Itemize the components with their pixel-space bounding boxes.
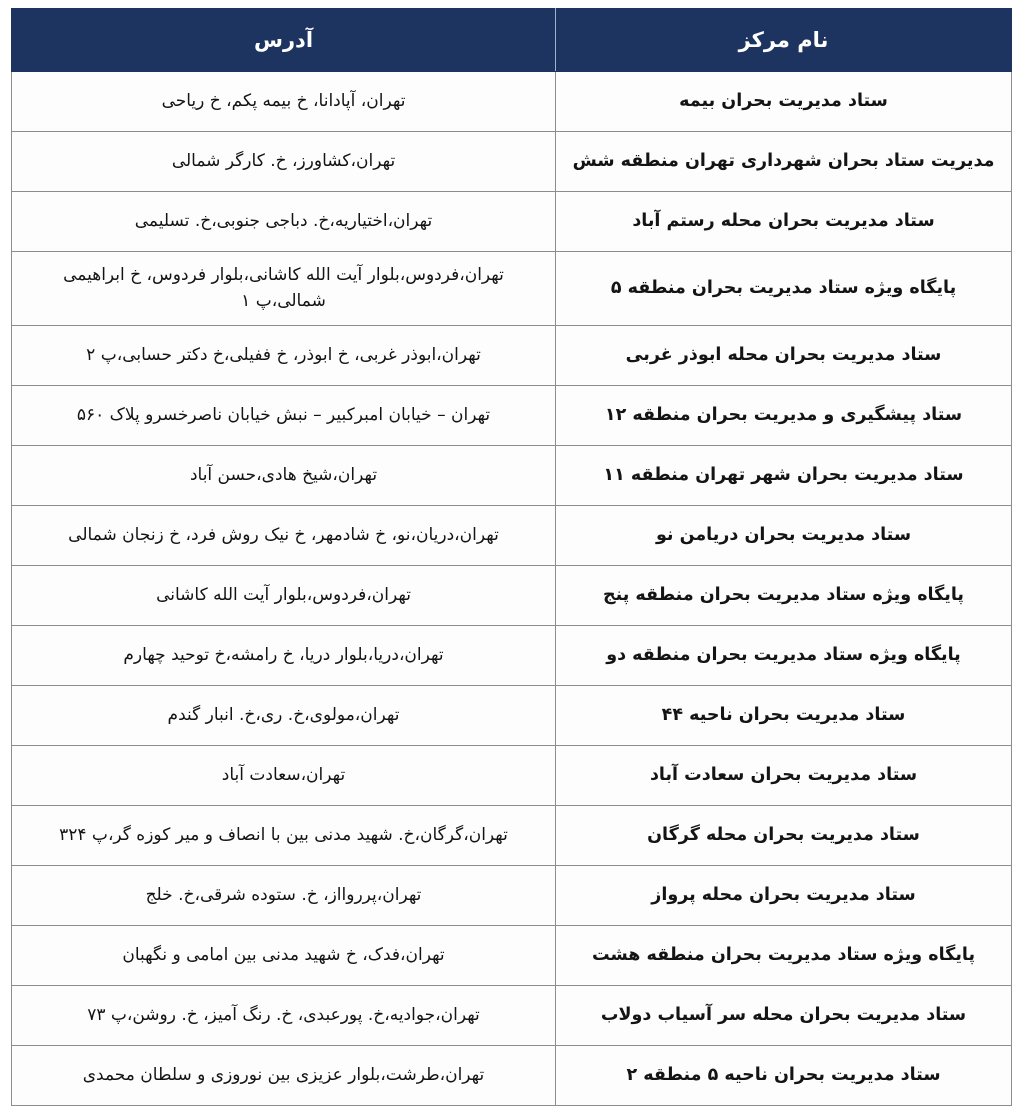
table-row[interactable]	[12, 505, 1012, 565]
cell-address: تهران،ابوذر غربی، خ ابوذر، خ ففیلی،خ دکتر حسابی،پ ۲	[12, 325, 556, 385]
cell-address: تهران،پرروااز، خ. ستوده شرقی،خ. خلج	[12, 865, 556, 925]
cell-center-name: ستاد مدیریت بحران محله سر آسیاب دولاب	[556, 985, 1012, 1045]
cell-center-name: پایگاه ویژه ستاد مدیریت بحران منطقه ۵	[556, 252, 1012, 326]
table-row[interactable]	[12, 72, 1012, 132]
cell-address: تهران،طرشت،بلوار عزیزی بین نوروزی و سلطان محمدی	[12, 1045, 556, 1105]
table-row[interactable]	[12, 685, 1012, 745]
cell-address: تهران،فدک، خ شهید مدنی بین امامی و نگهبان	[12, 925, 556, 985]
table-row[interactable]	[12, 252, 1012, 326]
table-row[interactable]	[12, 565, 1012, 625]
cell-center-name: پایگاه ویژه ستاد مدیریت بحران منطقه هشت	[556, 925, 1012, 985]
cell-address: تهران، آپادانا، خ بیمه پکم، خ ریاحی	[12, 72, 556, 132]
cell-address: تهران،فردوس،بلوار آیت الله کاشانی،بلوار فردوس، خ ابراهیمی شمالی،پ ۱	[12, 252, 556, 326]
crisis-centers-table	[11, 8, 1012, 1106]
cell-center-name: ستاد مدیریت بحران سعادت آباد	[556, 745, 1012, 805]
column-header-center-name[interactable]: نام مرکز	[556, 9, 1012, 72]
cell-address: تهران – خیابان امبرکبیر – نبش خیابان ناصرخسرو پلاک ۵۶۰	[12, 385, 556, 445]
table-row[interactable]	[12, 445, 1012, 505]
cell-address: تهران،مولوی،خ. ری،خ. انبار گندم	[12, 685, 556, 745]
cell-address: تهران،اختیاریه،خ. دباجی جنوبی،خ. تسلیمی	[12, 192, 556, 252]
table-body	[12, 72, 1012, 1106]
table-row[interactable]	[12, 625, 1012, 685]
cell-center-name: ستاد مدیریت بحران محله گرگان	[556, 805, 1012, 865]
table-row[interactable]	[12, 985, 1012, 1045]
cell-center-name: ستاد مدیریت بحران بیمه	[556, 72, 1012, 132]
cell-address: تهران،دریا،بلوار دریا، خ رامشه،خ توحید چهارم	[12, 625, 556, 685]
cell-center-name: ستاد مدیریت بحران شهر تهران منطقه ۱۱	[556, 445, 1012, 505]
cell-center-name: ستاد پیشگیری و مدیریت بحران منطقه ۱۲	[556, 385, 1012, 445]
table-row[interactable]	[12, 192, 1012, 252]
cell-center-name: ستاد مدیریت بحران دریامن نو	[556, 505, 1012, 565]
cell-center-name: ستاد مدیریت بحران محله پرواز	[556, 865, 1012, 925]
table-row[interactable]	[12, 925, 1012, 985]
cell-address: تهران،دریان،نو، خ شادمهر، خ نیک روش فرد، خ زنجان شمالی	[12, 505, 556, 565]
cell-address: تهران،شیخ هادی،حسن آباد	[12, 445, 556, 505]
table-row[interactable]	[12, 745, 1012, 805]
cell-center-name: ستاد مدیریت بحران محله ابوذر غربی	[556, 325, 1012, 385]
cell-center-name: پایگاه ویژه ستاد مدیریت بحران منطقه دو	[556, 625, 1012, 685]
cell-address: تهران،جوادیه،خ. پورعبدی، خ. رنگ آمیز، خ. روشن،پ ۷۳	[12, 985, 556, 1045]
column-header-address[interactable]: آدرس	[12, 9, 556, 72]
table-row[interactable]	[12, 1045, 1012, 1105]
cell-center-name: ستاد مدیریت بحران محله رستم آباد	[556, 192, 1012, 252]
table-row[interactable]	[12, 865, 1012, 925]
table-header	[12, 9, 1012, 72]
table-row[interactable]	[12, 805, 1012, 865]
table-row[interactable]	[12, 325, 1012, 385]
cell-center-name: ستاد مدیریت بحران ناحیه ۴۴	[556, 685, 1012, 745]
cell-center-name: پایگاه ویژه ستاد مدیریت بحران منطقه پنج	[556, 565, 1012, 625]
cell-address: تهران،گرگان،خ. شهید مدنی بین با انصاف و میر کوزه گر،پ ۳۲۴	[12, 805, 556, 865]
cell-center-name: ستاد مدیریت بحران ناحیه ۵ منطقه ۲	[556, 1045, 1012, 1105]
cell-address: تهران،سعادت آباد	[12, 745, 556, 805]
cell-address: تهران،فردوس،بلوار آیت الله کاشانی	[12, 565, 556, 625]
table-row[interactable]	[12, 132, 1012, 192]
header-row	[12, 9, 1012, 72]
cell-address: تهران،کشاورز، خ. کارگر شمالی	[12, 132, 556, 192]
table-row[interactable]	[12, 385, 1012, 445]
cell-center-name: مدیریت ستاد بحران شهرداری تهران منطقه شش	[556, 132, 1012, 192]
